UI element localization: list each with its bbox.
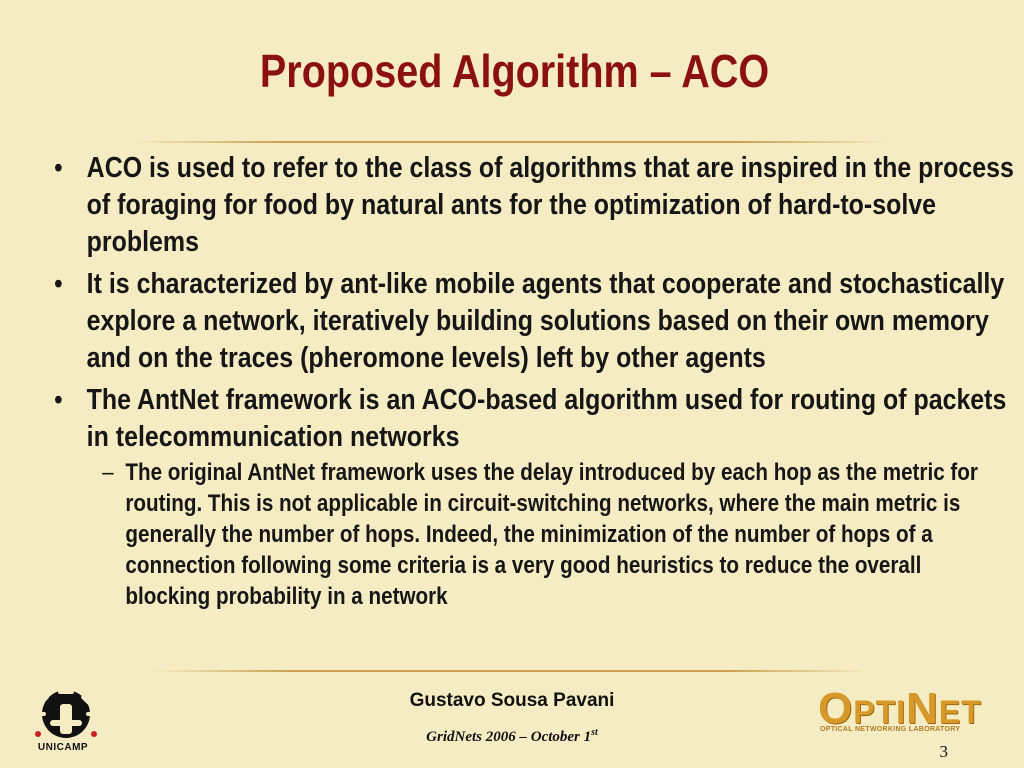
footer-author: Gustavo Sousa Pavani bbox=[409, 690, 615, 711]
slide-body bbox=[54, 150, 1014, 612]
footer-date-sup: st bbox=[591, 727, 598, 738]
bullet-mark: • bbox=[54, 152, 63, 184]
footer-date-text: GridNets 2006 – October 1 bbox=[426, 729, 592, 745]
optinet-letter-n: N bbox=[906, 684, 939, 733]
page-number: 3 bbox=[939, 742, 948, 761]
bullet-text: It is characterized by ant-like mobile agents that cooperate and stochastically explore a network, iteratively building solutions based on their own memory and on the traces (pheromone levels) left by other agents bbox=[86, 268, 1005, 374]
optinet-letter-o: O bbox=[818, 684, 854, 733]
bullet-item bbox=[54, 382, 1015, 456]
bullet-text: ACO is used to refer to the class of algorithms that are inspired in the process of foraging for food by natural ants for the optimization of hard-to-solve problems bbox=[86, 152, 1014, 258]
unicamp-logo-text: UNICAMP bbox=[37, 742, 89, 753]
bullet-item bbox=[54, 266, 1015, 377]
optinet-subtitle: OPTICAL NETWORKING LABORATORY bbox=[820, 726, 961, 733]
bullet-text: The AntNet framework is an ACO-based algorithm used for routing of packets in telecommunication networks bbox=[86, 384, 1007, 453]
sub-bullet-mark: – bbox=[102, 459, 114, 486]
title-divider bbox=[130, 141, 890, 143]
sub-bullet-text: The original AntNet framework uses the delay introduced by each hop as the metric for routing. This is not applicable in circuit-switching networks, where the main metric is generally the number of hops. Indeed, the minimization of the number of hops of a connection following some criteria is a very good heuristics to reduce the overall blocking probability in a network bbox=[125, 459, 978, 610]
optinet-letters-pti: PTI bbox=[853, 694, 907, 730]
sub-bullet-item bbox=[54, 457, 996, 612]
optinet-letters-et: ET bbox=[938, 694, 982, 730]
bullet-mark: • bbox=[54, 384, 63, 416]
bullet-item bbox=[54, 150, 1015, 261]
footer-divider bbox=[150, 670, 870, 672]
slide-title: Proposed Algorithm – ACO bbox=[259, 45, 770, 97]
optinet-logo bbox=[818, 684, 990, 738]
bullet-mark: • bbox=[54, 268, 63, 300]
